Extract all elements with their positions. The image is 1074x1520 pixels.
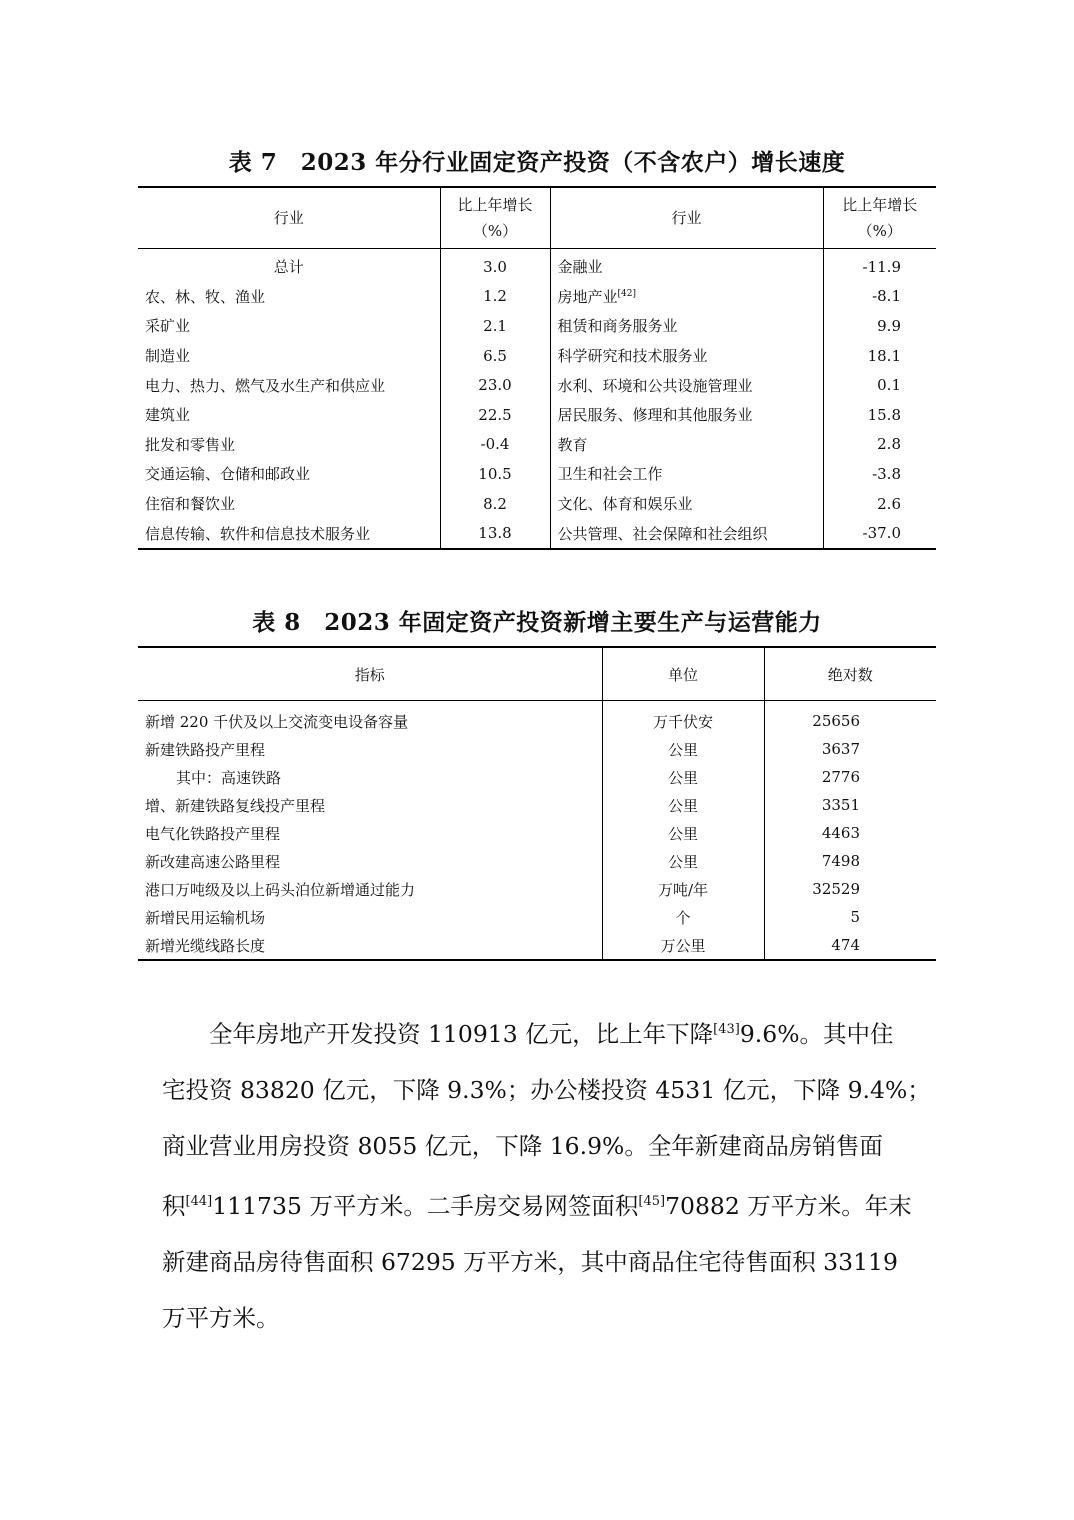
- growth-value: -37.0: [862, 524, 901, 543]
- industry-name: 交通运输、仓储和邮政业: [138, 459, 440, 489]
- industry-name: 总计: [138, 249, 440, 282]
- footnote-ref: [44]: [185, 1194, 213, 1209]
- industry-name: 租赁和商务服务业: [550, 311, 823, 341]
- paragraph-line: 积[44]111735 万平方米。二手房交易网签面积[45]70882 万平方米。年末: [162, 1192, 912, 1220]
- growth-value: 1.2: [440, 282, 550, 312]
- industry-name: 教育: [550, 430, 823, 460]
- footnote-ref: [42]: [617, 288, 636, 299]
- paragraph-line: 商业营业用房投资 8055 亿元，下降 16.9%。全年新建商品房销售面: [162, 1132, 883, 1160]
- unit-cell: 公里: [602, 791, 764, 819]
- indicator-name: 其中：高速铁路: [138, 763, 602, 791]
- header-growth-label: 比上年增长: [842, 196, 918, 214]
- header-growth-label: 比上年增长: [457, 196, 533, 214]
- growth-value: 9.9: [877, 316, 901, 335]
- indicator-name: 新增 220 千伏及以上交流变电设备容量: [138, 701, 602, 736]
- indicator-name: 电气化铁路投产里程: [138, 819, 602, 847]
- indicator-name: 新建铁路投产里程: [138, 735, 602, 763]
- header-value: 绝对数: [764, 647, 936, 701]
- growth-value: 2.1: [440, 311, 550, 341]
- industry-name: 科学研究和技术服务业: [550, 341, 823, 371]
- growth-value: 6.5: [440, 341, 550, 371]
- industry-name: 采矿业: [138, 311, 440, 341]
- industry-name: 居民服务、修理和其他服务业: [550, 400, 823, 430]
- growth-value: 2.6: [877, 494, 901, 513]
- indicator-name: 港口万吨级及以上码头泊位新增通过能力: [138, 875, 602, 903]
- header-unit: 单位: [602, 647, 764, 701]
- table-row: [138, 847, 936, 875]
- unit-cell: 万公里: [602, 931, 764, 960]
- industry-name: 房地产业[42]: [550, 282, 823, 312]
- value-cell: 474: [831, 936, 860, 954]
- unit-cell: 公里: [602, 735, 764, 763]
- table-row: [138, 763, 936, 791]
- table8-title: 表 8 2023 年固定资产投资新增主要生产与运营能力: [252, 609, 822, 636]
- table-row: [138, 819, 936, 847]
- table-row: [138, 701, 936, 736]
- table-row: [138, 875, 936, 903]
- industry-name: 建筑业: [138, 400, 440, 430]
- value-cell: 3637: [821, 740, 860, 758]
- unit-cell: 个: [602, 903, 764, 931]
- indicator-name: 新改建高速公路里程: [138, 847, 602, 875]
- industry-name: 电力、热力、燃气及水生产和供应业: [138, 370, 440, 400]
- footnote-ref: [45]: [638, 1194, 666, 1209]
- growth-value: 13.8: [440, 518, 550, 549]
- table-row: [138, 311, 936, 341]
- growth-value: -8.1: [872, 287, 901, 306]
- growth-value: 10.5: [440, 459, 550, 489]
- table-row: [138, 459, 936, 489]
- body-paragraph: [162, 1002, 931, 1346]
- table-row: [138, 735, 936, 763]
- industry-name: 制造业: [138, 341, 440, 371]
- growth-value: 22.5: [440, 400, 550, 430]
- paragraph-line: 万平方米。: [162, 1304, 280, 1332]
- value-cell: 4463: [821, 824, 860, 842]
- unit-cell: 万千伏安: [602, 701, 764, 736]
- paragraph-line: 新建商品房待售面积 67295 万平方米，其中商品住宅待售面积 33119: [162, 1248, 898, 1276]
- header-growth-right: [823, 187, 936, 249]
- indicator-name: 新增民用运输机场: [138, 903, 602, 931]
- value-cell: 2776: [821, 768, 860, 786]
- table8: [138, 646, 936, 961]
- growth-value: -0.4: [440, 430, 550, 460]
- table-row: [138, 249, 936, 282]
- industry-name: 公共管理、社会保障和社会组织: [550, 518, 823, 549]
- unit-cell: 公里: [602, 819, 764, 847]
- growth-value: 18.1: [867, 346, 901, 365]
- indicator-name: 增、新建铁路复线投产里程: [138, 791, 602, 819]
- value-cell: 7498: [821, 852, 860, 870]
- header-growth-unit: （%）: [472, 222, 518, 240]
- table-row: [138, 282, 936, 312]
- growth-value: 0.1: [877, 376, 901, 395]
- table7-title: 表 7 2023 年分行业固定资产投资（不含农户）增长速度: [228, 149, 846, 176]
- table-row: [138, 791, 936, 819]
- table-row: [138, 489, 936, 519]
- unit-cell: 万吨/年: [602, 875, 764, 903]
- growth-value: 23.0: [440, 370, 550, 400]
- value-cell: 5: [850, 908, 860, 926]
- growth-value: -3.8: [872, 464, 901, 483]
- growth-value: 3.0: [440, 249, 550, 282]
- value-cell: 32529: [812, 880, 860, 898]
- header-growth-unit: （%）: [857, 222, 902, 240]
- header-industry-left: 行业: [138, 187, 440, 249]
- table-row: [138, 400, 936, 430]
- footnote-ref: [43]: [713, 1022, 740, 1037]
- table7-header-row: [138, 187, 936, 249]
- value-cell: 25656: [812, 712, 860, 730]
- table-row: [138, 341, 936, 371]
- unit-cell: 公里: [602, 847, 764, 875]
- industry-name: 信息传输、软件和信息技术服务业: [138, 518, 440, 549]
- header-industry-right: 行业: [550, 187, 823, 249]
- table7: [138, 186, 936, 550]
- industry-name: 金融业: [550, 249, 823, 282]
- unit-cell: 公里: [602, 763, 764, 791]
- indicator-name: 新增光缆线路长度: [138, 931, 602, 960]
- header-indicator: 指标: [138, 647, 602, 701]
- growth-value: 8.2: [440, 489, 550, 519]
- table-row: [138, 931, 936, 960]
- value-cell: 3351: [821, 796, 860, 814]
- header-growth-left: [440, 187, 550, 249]
- industry-name: 住宿和餐饮业: [138, 489, 440, 519]
- industry-name: 文化、体育和娱乐业: [550, 489, 823, 519]
- industry-name: 卫生和社会工作: [550, 459, 823, 489]
- growth-value: -11.9: [862, 257, 901, 276]
- growth-value: 15.8: [867, 405, 901, 424]
- paragraph-line: 宅投资 83820 亿元，下降 9.3%；办公楼投资 4531 亿元，下降 9.4%；: [162, 1076, 931, 1104]
- table8-header-row: [138, 647, 936, 701]
- industry-name: 批发和零售业: [138, 430, 440, 460]
- growth-value: 2.8: [877, 435, 901, 454]
- table-row: [138, 518, 936, 549]
- table-row: [138, 370, 936, 400]
- industry-name: 农、林、牧、渔业: [138, 282, 440, 312]
- industry-name: 水利、环境和公共设施管理业: [550, 370, 823, 400]
- table-row: [138, 430, 936, 460]
- table-row: [138, 903, 936, 931]
- paragraph-line: 全年房地产开发投资 110913 亿元，比上年下降[43]9.6%。其中住: [209, 1020, 894, 1048]
